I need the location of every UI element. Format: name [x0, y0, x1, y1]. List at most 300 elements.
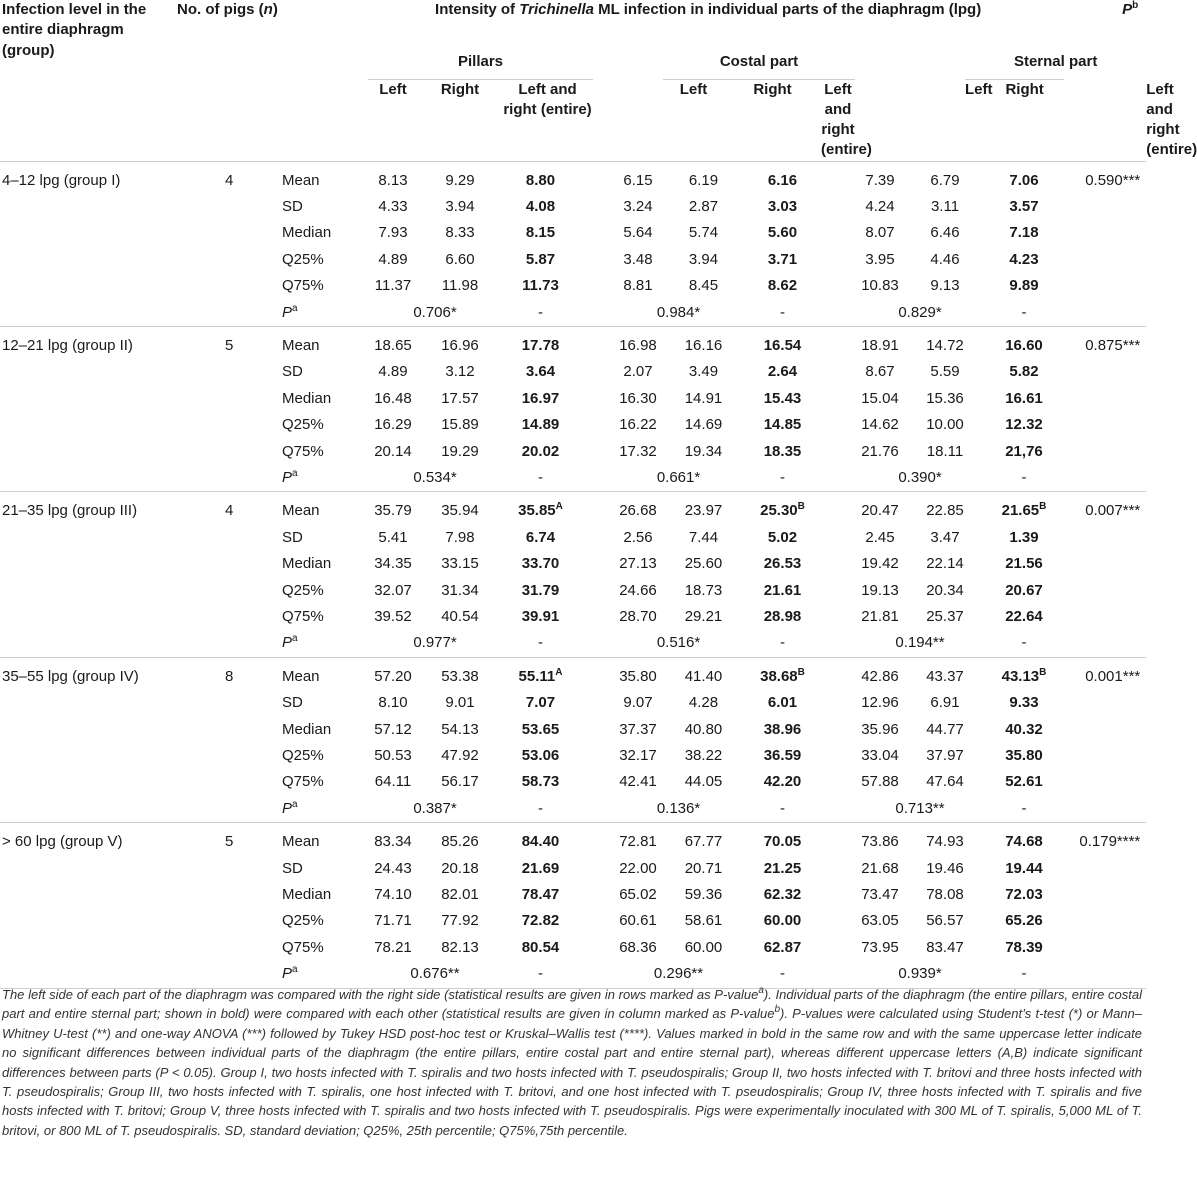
sternal-right-value: 3.11 — [930, 197, 960, 215]
costal-entire-value: 15.43 — [763, 389, 802, 407]
pillars-right-value: 9.01 — [445, 694, 475, 712]
pillars-right-value: 17.57 — [441, 389, 479, 407]
costal-entire-value: 6.01 — [767, 694, 798, 712]
costal-entire-value: 21.61 — [763, 581, 802, 599]
pillars-left-value: 74.10 — [374, 886, 412, 904]
sternal-left-value: 12.96 — [861, 694, 899, 712]
costal-p-value-a-entire: - — [744, 300, 821, 327]
sternal-left-value: 73.95 — [861, 938, 899, 956]
sternal-right-value: 14.72 — [926, 336, 964, 354]
pillars-right-value: 7.98 — [445, 528, 475, 546]
costal-entire-value: 36.59 — [763, 747, 802, 765]
stat-label: Q75% — [282, 938, 324, 956]
p-value-b: 0.179**** — [1064, 823, 1146, 988]
pillars-right-value: 16.96 — [441, 336, 479, 354]
costal-right-value: 18.73 — [684, 581, 723, 599]
sternal-right-value: 47.64 — [926, 773, 964, 791]
sternal-p-value-a-entire: - — [985, 465, 1063, 492]
sternal-left-value: 21.76 — [861, 442, 899, 460]
costal-right-value: 4.28 — [688, 694, 719, 712]
costal-left-value: 16.98 — [619, 336, 657, 354]
sternal-right-value: 37.97 — [926, 747, 964, 765]
p-value-b: 0.007*** — [1064, 492, 1146, 657]
stat-label: SD — [282, 859, 303, 877]
costal-right-value: 41.40 — [684, 667, 723, 685]
costal-left-value: 2.07 — [623, 363, 653, 381]
pillars-right-value: 20.18 — [441, 859, 479, 877]
costal-right-value: 14.69 — [684, 416, 723, 434]
costal-left-value: 37.37 — [619, 720, 657, 738]
sternal-entire-value: $21.65^B$ — [1001, 501, 1047, 520]
table-row — [0, 657, 1146, 690]
pillars-p-value-a-entire: - — [502, 630, 579, 657]
costal-p-value-a: 0.516* — [613, 630, 744, 657]
costal-left-value: 32.17 — [619, 747, 657, 765]
sternal-right-value: 20.34 — [926, 581, 964, 599]
sternal-entire-value: 35.80 — [1005, 747, 1043, 765]
sternal-left-value: 15.04 — [861, 389, 899, 407]
costal-p-value-a-entire: - — [744, 961, 821, 988]
costal-entire-value: 26.53 — [763, 555, 802, 573]
sternal-left-value: 35.96 — [861, 720, 899, 738]
pillars-right-value: 9.29 — [445, 171, 475, 189]
stat-label: Mean — [282, 336, 320, 354]
pillars-entire-value: 3.64 — [525, 363, 556, 381]
pillars-entire-value: 53.06 — [521, 747, 560, 765]
costal-entire-value: 38.96 — [763, 720, 802, 738]
costal-left-value: 28.70 — [619, 608, 657, 625]
header-part-pillars: Pillars — [368, 40, 593, 79]
sternal-entire-value: 22.64 — [1005, 608, 1043, 625]
costal-entire-value: 14.85 — [763, 416, 802, 434]
pillars-left-value: 71.71 — [374, 912, 412, 930]
costal-left-value: 6.15 — [623, 171, 653, 189]
costal-left-value: 22.00 — [619, 859, 657, 877]
pillars-left-value: 16.48 — [374, 389, 412, 407]
costal-right-value: 60.00 — [684, 938, 723, 956]
header-costal-entire: Left and right (entire) — [821, 79, 855, 161]
costal-left-value: 3.48 — [623, 250, 653, 268]
sternal-left-value: 3.95 — [865, 250, 895, 268]
table-row — [0, 823, 1146, 856]
pillars-entire-value: 84.40 — [521, 833, 560, 851]
pillars-p-value-a-entire: - — [502, 300, 579, 327]
sternal-entire-value: 20.67 — [1005, 581, 1043, 599]
pillars-right-value: 19.29 — [441, 442, 479, 460]
header-costal-right: Right — [724, 79, 821, 161]
pillars-entire-value: 31.79 — [521, 581, 560, 599]
costal-right-value: 67.77 — [684, 833, 723, 851]
header-p-value-b: $P^b$ — [1064, 0, 1146, 161]
costal-p-value-a: 0.661* — [613, 465, 744, 492]
p-value-b: 0.875*** — [1064, 326, 1146, 491]
pillars-entire-value: $35.85^A$ — [518, 501, 563, 520]
pillars-left-value: 34.35 — [374, 555, 412, 573]
sternal-p-value-a: 0.829* — [855, 300, 985, 327]
pillars-left-value: 57.20 — [374, 667, 412, 685]
sternal-left-value: 19.42 — [861, 555, 899, 573]
costal-entire-value: 18.35 — [763, 442, 802, 460]
sternal-p-value-a: 0.194** — [855, 630, 985, 657]
pillars-left-value: 4.89 — [378, 363, 408, 381]
table-footnote: The left side of each part of the diaphragm was compared with the right side (statistical results are given in rows marked as P-value$^a$). Individual parts of the diaphragm (the entire pillars, entire costal part and entire sternal part; shown in bold) were compared with each other (statistical results are given in column marked as P-value$^b$). P-values were calculated using Student’s t-test (*) or Mann–Whitney U-test (**) and one-way ANOVA (***) followed by Tukey HSD post-hoc test or Kruskal–Wallis test (****). Values marked in bold in the same row and with the same uppercase letter indicate no significant differences between individual parts of the diaphragm (the entire pillars, entire costal part and entire sternal part), whereas different uppercase letters (A,B) indicate significant differences between parts (P < 0.05). Group I, two hosts infected with T. spiralis and two hosts infected with T. pseudospiralis; Group II, two hosts infected with T. britovi and three hosts infected with T. pseudospiralis; Group III, two hosts infected with T. spiralis, one host infected with T. britovi, and one host infected with T. pseudospiralis; Group IV, three hosts infected with T. spiralis and five hosts infected with T. britovi; Group V, three hosts infected with T. spiralis and two hosts infected with T. pseudospiralis. Pigs were experimentally inoculated with 300 ML of T. spiralis, 5,000 ML of T. britovi, or 800 ML of T. pseudospiralis. SD, standard deviation; Q25%, 25th percentile; Q75%,75th percentile. — [2, 985, 1142, 1138]
table-row — [0, 492, 1146, 525]
costal-right-value: 19.34 — [684, 442, 723, 460]
stat-label: SD — [282, 694, 303, 712]
sternal-p-value-a: 0.939* — [855, 961, 985, 988]
costal-right-value: 20.71 — [684, 859, 723, 877]
stat-label: Mean — [282, 171, 320, 189]
pillars-left-value: 35.79 — [374, 502, 412, 520]
sternal-right-value: 74.93 — [926, 833, 964, 851]
sternal-right-value: 4.46 — [930, 250, 960, 268]
pillars-right-value: 82.13 — [441, 938, 479, 956]
sternal-right-value: 83.47 — [926, 938, 964, 956]
pillars-right-value: 47.92 — [441, 747, 479, 765]
costal-left-value: 24.66 — [619, 581, 657, 599]
pillars-p-value-a: 0.977* — [368, 630, 502, 657]
costal-left-value: 60.61 — [619, 912, 657, 930]
pillars-left-value: 11.37 — [374, 277, 412, 295]
pillars-left-value: 5.41 — [378, 528, 408, 546]
pillars-entire-value: 16.97 — [521, 389, 560, 407]
group-label: 35–55 lpg (group IV) — [0, 657, 177, 822]
stat-label: Q75% — [282, 442, 324, 460]
p-value-a-label: $P^a$ — [282, 630, 352, 657]
sternal-left-value: 21.68 — [861, 859, 899, 877]
pillars-left-value: 24.43 — [374, 859, 412, 877]
pig-count: 4 — [177, 161, 282, 326]
pillars-entire-value: 8.80 — [525, 171, 556, 189]
costal-entire-value: 3.71 — [767, 250, 798, 268]
sternal-left-value: 20.47 — [861, 502, 899, 520]
sternal-right-value: 25.37 — [926, 608, 964, 625]
sternal-left-value: 14.62 — [861, 416, 899, 434]
costal-left-value: 16.22 — [619, 416, 657, 434]
header-pillars-right: Right — [418, 79, 502, 161]
sternal-right-value: 44.77 — [926, 720, 964, 738]
costal-right-value: 6.19 — [688, 171, 719, 189]
costal-right-value: 29.21 — [684, 608, 723, 625]
sternal-left-value: 7.39 — [865, 171, 895, 189]
costal-entire-value: 42.20 — [763, 773, 802, 791]
sternal-entire-value: 74.68 — [1005, 833, 1043, 851]
pillars-left-value: 8.10 — [378, 694, 408, 712]
stat-label: Median — [282, 886, 332, 904]
costal-entire-value: $38.68^B$ — [760, 666, 805, 685]
pillars-left-value: 78.21 — [374, 938, 412, 956]
sternal-p-value-a-entire: - — [985, 961, 1063, 988]
sternal-entire-value: 16.60 — [1005, 336, 1043, 354]
header-no-pigs: No. of pigs (n) — [177, 0, 282, 161]
pillars-left-value: 16.29 — [374, 416, 412, 434]
costal-entire-value: 2.64 — [767, 363, 798, 381]
pig-count: 8 — [177, 657, 282, 822]
costal-entire-value: 3.03 — [767, 197, 798, 215]
costal-right-value: 3.49 — [688, 363, 719, 381]
costal-right-value: 14.91 — [684, 389, 723, 407]
pillars-left-value: 39.52 — [374, 608, 412, 625]
sternal-right-value: 3.47 — [930, 528, 960, 546]
pillars-right-value: 3.94 — [445, 197, 475, 215]
sternal-left-value: 18.91 — [861, 336, 899, 354]
sternal-right-value: 15.36 — [926, 389, 964, 407]
costal-right-value: 3.94 — [688, 250, 719, 268]
sternal-right-value: 9.13 — [930, 277, 960, 295]
stat-label: Median — [282, 720, 332, 738]
sternal-entire-value: 4.23 — [1009, 250, 1039, 268]
costal-entire-value: 60.00 — [763, 912, 802, 930]
costal-p-value-a: 0.984* — [613, 300, 744, 327]
pillars-entire-value: 17.78 — [521, 336, 560, 354]
stat-label: Mean — [282, 667, 320, 685]
sternal-left-value: 4.24 — [865, 197, 895, 215]
costal-left-value: 35.80 — [619, 667, 657, 685]
costal-left-value: 27.13 — [619, 555, 657, 573]
header-sternal-right: Right — [985, 79, 1064, 161]
pillars-right-value: 77.92 — [441, 912, 479, 930]
sternal-p-value-a: 0.390* — [855, 465, 985, 492]
pillars-entire-value: 8.15 — [525, 224, 556, 242]
pillars-right-value: 40.54 — [441, 608, 479, 625]
pillars-entire-value: 4.08 — [525, 197, 556, 215]
sternal-right-value: 6.79 — [930, 171, 960, 189]
header-sternal-left: Left — [965, 79, 985, 161]
pillars-entire-value: 21.69 — [521, 859, 560, 877]
pillars-entire-value: 14.89 — [521, 416, 560, 434]
pillars-left-value: 8.13 — [378, 171, 408, 189]
costal-right-value: 23.97 — [684, 502, 723, 520]
stat-label: SD — [282, 528, 303, 546]
costal-right-value: 7.44 — [688, 528, 719, 546]
header-part-sternal: Sternal part — [965, 40, 1146, 79]
pillars-right-value: 15.89 — [441, 416, 479, 434]
stat-label: Q25% — [282, 416, 324, 434]
pillars-entire-value: 58.73 — [521, 773, 560, 791]
costal-right-value: 5.74 — [688, 224, 719, 242]
sternal-entire-value: 16.61 — [1005, 389, 1043, 407]
group-label: 12–21 lpg (group II) — [0, 326, 177, 491]
stat-label: Q25% — [282, 747, 324, 765]
stat-label: SD — [282, 363, 303, 381]
sternal-entire-value: 72.03 — [1005, 886, 1043, 904]
pillars-left-value: 4.33 — [378, 197, 408, 215]
table-row — [0, 161, 1146, 194]
costal-left-value: 42.41 — [619, 773, 657, 791]
sternal-entire-value: 3.57 — [1009, 197, 1039, 215]
sternal-left-value: 73.47 — [861, 886, 899, 904]
costal-right-value: 2.87 — [688, 197, 719, 215]
p-value-a-label: $P^a$ — [282, 796, 352, 823]
sternal-left-value: 21.81 — [861, 608, 899, 625]
p-value-a-label: $P^a$ — [282, 465, 352, 492]
header-infection-level: Infection level in the entire diaphragm (group) — [0, 0, 177, 161]
pillars-left-value: 18.65 — [374, 336, 412, 354]
pillars-p-value-a-entire: - — [502, 465, 579, 492]
p-value-a-label: $P^a$ — [282, 961, 352, 988]
header-pillars-left: Left — [368, 79, 418, 161]
header-pillars-entire: Left and right (entire) — [502, 79, 593, 161]
costal-right-value: 59.36 — [684, 886, 723, 904]
header-costal-left: Left — [663, 79, 724, 161]
p-value-b: 0.001*** — [1064, 657, 1146, 822]
stat-label: SD — [282, 197, 303, 215]
pillars-p-value-a-entire: - — [502, 796, 579, 823]
pillars-p-value-a: 0.676** — [368, 961, 502, 988]
costal-left-value: 5.64 — [623, 224, 653, 242]
stat-label: Q25% — [282, 912, 324, 930]
group-label: 4–12 lpg (group I) — [0, 161, 177, 326]
sternal-p-value-a: 0.713** — [855, 796, 985, 823]
costal-right-value: 38.22 — [684, 747, 723, 765]
costal-entire-value: 6.16 — [767, 171, 798, 189]
sternal-right-value: 56.57 — [926, 912, 964, 930]
pillars-entire-value: 53.65 — [521, 720, 560, 738]
p-value-a-label: $P^a$ — [282, 300, 352, 327]
sternal-p-value-a-entire: - — [985, 630, 1063, 657]
header-intensity: Intensity of Trichinella ML infection in individual parts of the diaphragm (lpg) — [435, 1, 982, 18]
sternal-entire-value: 65.26 — [1005, 912, 1043, 930]
sternal-entire-value: 19.44 — [1005, 859, 1043, 877]
pillars-left-value: 83.34 — [374, 833, 412, 851]
costal-entire-value: 8.62 — [767, 277, 798, 295]
sternal-left-value: 2.45 — [865, 528, 895, 546]
sternal-right-value: 19.46 — [926, 859, 964, 877]
costal-left-value: 16.30 — [619, 389, 657, 407]
sternal-p-value-a-entire: - — [985, 300, 1063, 327]
sternal-entire-value: 21,76 — [1005, 442, 1043, 460]
costal-p-value-a-entire: - — [744, 796, 821, 823]
pillars-right-value: 3.12 — [445, 363, 475, 381]
stat-label: Q25% — [282, 250, 324, 268]
costal-left-value: 8.81 — [623, 277, 653, 295]
sternal-entire-value: 9.33 — [1009, 694, 1039, 712]
group-label: > 60 lpg (group V) — [0, 823, 177, 988]
costal-left-value: 26.68 — [619, 502, 657, 520]
stat-label: Median — [282, 389, 332, 407]
pillars-p-value-a: 0.387* — [368, 796, 502, 823]
pillars-right-value: 31.34 — [441, 581, 479, 599]
costal-entire-value: 70.05 — [763, 833, 802, 851]
pillars-right-value: 56.17 — [441, 773, 479, 791]
pillars-entire-value: 6.74 — [525, 528, 556, 546]
sternal-right-value: 5.59 — [930, 363, 960, 381]
sternal-entire-value: 5.82 — [1009, 363, 1039, 381]
costal-right-value: 25.60 — [684, 555, 723, 573]
sternal-entire-value: 1.39 — [1009, 528, 1039, 546]
sternal-entire-value: 21.56 — [1005, 555, 1043, 573]
sternal-entire-value: 78.39 — [1005, 938, 1043, 956]
costal-p-value-a-entire: - — [744, 630, 821, 657]
sternal-entire-value: 7.18 — [1009, 224, 1039, 242]
sternal-p-value-a-entire: - — [985, 796, 1063, 823]
sternal-left-value: 8.67 — [865, 363, 895, 381]
costal-right-value: 8.45 — [688, 277, 719, 295]
costal-left-value: 3.24 — [623, 197, 653, 215]
pillars-right-value: 53.38 — [441, 667, 479, 685]
costal-entire-value: 16.54 — [763, 336, 802, 354]
costal-p-value-a: 0.136* — [613, 796, 744, 823]
pillars-left-value: 64.11 — [374, 773, 412, 791]
pillars-entire-value: 5.87 — [525, 250, 556, 268]
table-row — [0, 326, 1146, 359]
costal-p-value-a-entire: - — [744, 465, 821, 492]
costal-p-value-a: 0.296** — [613, 961, 744, 988]
pillars-right-value: 8.33 — [445, 224, 475, 242]
pillars-right-value: 85.26 — [441, 833, 479, 851]
sternal-right-value: 78.08 — [926, 886, 964, 904]
sternal-right-value: 18.11 — [926, 442, 964, 460]
sternal-left-value: 33.04 — [861, 747, 899, 765]
costal-entire-value: 5.02 — [767, 528, 798, 546]
sternal-right-value: 43.37 — [926, 667, 964, 685]
costal-entire-value: 62.87 — [763, 938, 802, 956]
costal-right-value: 44.05 — [684, 773, 723, 791]
stat-label: Mean — [282, 502, 320, 520]
stat-label: Median — [282, 224, 332, 242]
sternal-right-value: 10.00 — [926, 416, 964, 434]
costal-entire-value: 28.98 — [763, 608, 802, 625]
sternal-entire-value: 7.06 — [1009, 171, 1039, 189]
pig-count: 5 — [177, 823, 282, 988]
group-label: 21–35 lpg (group III) — [0, 492, 177, 657]
pillars-left-value: 32.07 — [374, 581, 412, 599]
sternal-entire-value: 52.61 — [1005, 773, 1043, 791]
costal-entire-value: 5.60 — [767, 224, 798, 242]
pillars-entire-value: 72.82 — [521, 912, 560, 930]
sternal-right-value: 6.91 — [930, 694, 960, 712]
pillars-p-value-a: 0.534* — [368, 465, 502, 492]
sternal-right-value: 22.14 — [926, 555, 964, 573]
stat-label: Q75% — [282, 773, 324, 791]
pillars-left-value: 4.89 — [378, 250, 408, 268]
sternal-left-value: 73.86 — [861, 833, 899, 851]
sternal-entire-value: 9.89 — [1009, 277, 1039, 295]
stat-label: Median — [282, 555, 332, 573]
costal-right-value: 40.80 — [684, 720, 723, 738]
pillars-p-value-a: 0.706* — [368, 300, 502, 327]
sternal-entire-value: 40.32 — [1005, 720, 1043, 738]
costal-right-value: 16.16 — [684, 336, 723, 354]
sternal-left-value: 8.07 — [865, 224, 895, 242]
pillars-entire-value: $55.11^A$ — [518, 666, 563, 685]
pillars-right-value: 35.94 — [441, 502, 479, 520]
pillars-entire-value: 33.70 — [521, 555, 560, 573]
pillars-left-value: 20.14 — [374, 442, 412, 460]
pig-count: 5 — [177, 326, 282, 491]
pillars-entire-value: 20.02 — [521, 442, 560, 460]
costal-entire-value: $25.30^B$ — [760, 501, 805, 520]
pillars-entire-value: 78.47 — [521, 886, 560, 904]
p-value-b: 0.590*** — [1064, 161, 1146, 326]
pillars-entire-value: 11.73 — [522, 277, 559, 295]
pillars-p-value-a-entire: - — [502, 961, 579, 988]
costal-left-value: 68.36 — [619, 938, 657, 956]
pillars-entire-value: 7.07 — [525, 694, 556, 712]
pillars-left-value: 7.93 — [378, 224, 408, 242]
pillars-right-value: 11.98 — [441, 277, 479, 295]
stat-label: Q75% — [282, 608, 324, 625]
pig-count: 4 — [177, 492, 282, 657]
sternal-left-value: 42.86 — [861, 667, 899, 685]
sternal-entire-value: 12.32 — [1005, 416, 1043, 434]
stat-label: Q75% — [282, 277, 324, 295]
costal-entire-value: 21.25 — [763, 859, 802, 877]
pillars-right-value: 54.13 — [441, 720, 479, 738]
costal-left-value: 17.32 — [619, 442, 657, 460]
pillars-left-value: 50.53 — [374, 747, 412, 765]
costal-left-value: 2.56 — [623, 528, 653, 546]
